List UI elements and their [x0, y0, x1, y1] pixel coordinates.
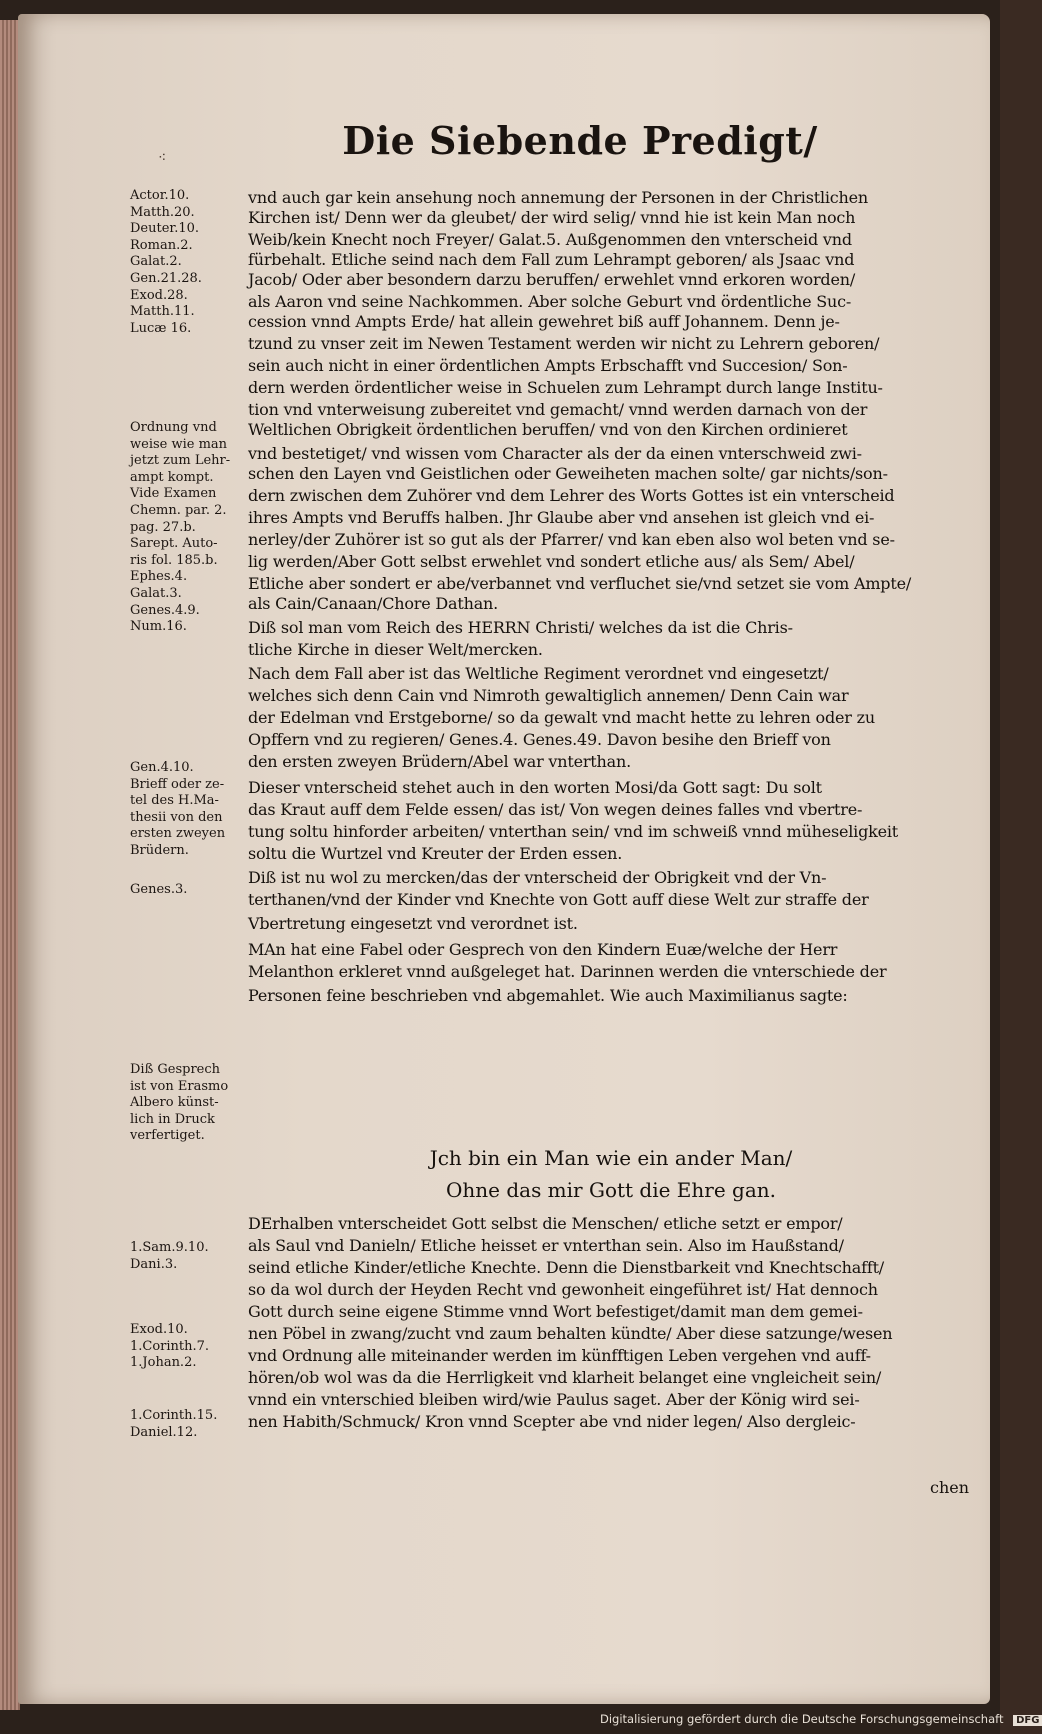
- margin-note-line: Matth.11.: [130, 304, 195, 320]
- margin-note-line: jetzt zum Lehr-: [130, 453, 231, 469]
- margin-note-line: ist von Erasmo: [130, 1078, 229, 1094]
- margin-note-line: lich in Druck: [130, 1111, 215, 1127]
- body-line: den ersten zweyen Brüdern/Abel war vnterthan.: [248, 752, 631, 771]
- body-line: tzund zu vnser zeit im Newen Testament werden wir nicht zu Lehrern geboren/: [248, 334, 880, 353]
- body-line: hören/ob wol was da die Herrligkeit vnd klarheit belanget eine vngleicheit sein/: [248, 1368, 882, 1387]
- margin-note-line: pag. 27.b.: [130, 519, 196, 535]
- dfg-logo: DFG: [1013, 1715, 1042, 1726]
- body-line: sein auch nicht in einer ördentlichen Ampts Erbschafft vnd Succesion/ Son-: [248, 356, 848, 375]
- body-line: vnnd ein vnterschied bleiben wird/wie Paulus saget. Aber der König wird sei-: [248, 1390, 860, 1409]
- margin-note: [130, 1322, 242, 1372]
- margin-note-line: ris fol. 185.b.: [130, 552, 218, 568]
- margin-note-line: Num.16.: [130, 619, 187, 635]
- margin-note-line: Galat.2.: [130, 254, 182, 270]
- margin-note: [130, 760, 242, 860]
- margin-note-line: Actor.10.: [130, 188, 190, 203]
- body-line: cession vnnd Ampts Erde/ hat allein gewehret biß auff Johannem. Denn je-: [248, 312, 840, 331]
- body-line: Melanthon erkleret vnnd außgeleget hat. Darinnen werden die vnterschiede der: [248, 962, 887, 981]
- body-line: schen den Layen vnd Geistlichen oder Geweiheten machen solte/ gar nichts/son-: [248, 464, 888, 483]
- ornament-mark: ⁖: [158, 150, 167, 166]
- body-line: seind etliche Kinder/etliche Knechte. Denn die Dienstbarkeit vnd Knechtschafft/: [248, 1258, 884, 1277]
- body-line: dern werden ördentlicher weise in Schuelen zum Lehrampt durch lange Institu-: [248, 378, 883, 397]
- margin-note-line: Matth.20.: [130, 204, 195, 220]
- margin-note-line: 1.Corinth.7.: [130, 1338, 210, 1354]
- body-line: Nach dem Fall aber ist das Weltliche Regiment verordnet vnd eingesetzt/: [248, 664, 829, 683]
- body-line: als Aaron vnd seine Nachkommen. Aber solche Geburt vnd ördentliche Suc-: [248, 292, 852, 311]
- margin-note-line: Roman.2.: [130, 237, 193, 253]
- body-line: Diß sol man vom Reich des HERRN Christi/ welches da ist die Chris-: [248, 618, 793, 637]
- running-head: Die Siebende Predigt/: [342, 118, 818, 163]
- body-line: tion vnd vnterweisung zubereitet vnd gemacht/ vnnd werden darnach von der: [248, 400, 868, 419]
- margin-note-line: ampt kompt.: [130, 469, 214, 485]
- margin-note-line: Lucæ 16.: [130, 320, 192, 336]
- margin-note-line: Chemn. par. 2.: [130, 502, 227, 518]
- margin-note-line: Genes.4.9.: [130, 602, 200, 618]
- body-line: als Saul vnd Danieln/ Etliche heisset er vnterthan sein. Also im Haußstand/: [248, 1236, 844, 1255]
- body-line: vnd bestetiget/ vnd wissen vom Character als der da einen vnterschweid zwi-: [248, 444, 862, 463]
- body-line: dern zwischen dem Zuhörer vnd dem Lehrer des Worts Gottes ist ein vnterscheid: [248, 486, 895, 505]
- body-line: Vbertretung eingesetzt vnd verordnet ist.: [248, 914, 578, 933]
- margin-note-line: Daniel.12.: [130, 1424, 198, 1440]
- margin-note-line: 1.Sam.9.10.: [130, 1240, 209, 1255]
- body-line: so da wol durch der Heyden Recht vnd gewonheit eingeführet ist/ Hat dennoch: [248, 1280, 878, 1299]
- body-line: lig werden/Aber Gott selbst erwehlet vnd sondert etliche aus/ als Sem/ Abel/: [248, 552, 855, 571]
- margin-note-line: weise wie man: [130, 436, 228, 452]
- credit-text: Digitalisierung gefördert durch die Deutsche Forschungsgemeinschaft: [600, 1712, 1004, 1726]
- body-line: Kirchen ist/ Denn wer da gleubet/ der wird selig/ vnnd hie ist kein Man noch: [248, 208, 856, 227]
- margin-note-line: Dani.3.: [130, 1256, 178, 1272]
- body-line: Diß ist nu wol zu mercken/das der vnterscheid der Obrigkeit vnd der Vn-: [248, 868, 827, 887]
- margin-note-line: Ordnung vnd: [130, 420, 217, 435]
- body-line: das Kraut auff dem Felde essen/ das ist/ Von wegen deines falles vnd vbertre-: [248, 800, 863, 819]
- margin-note-line: Brüdern.: [130, 842, 189, 858]
- body-line: ihres Ampts vnd Beruffs halben. Jhr Glaube aber vnd ansehen ist gleich vnd ei-: [248, 508, 875, 527]
- body-line: Personen feine beschrieben vnd abgemahlet. Wie auch Maximilianus sagte:: [248, 986, 848, 1005]
- margin-note-line: thesii von den: [130, 809, 223, 825]
- margin-note: [130, 188, 242, 337]
- body-line: Jacob/ Oder aber besondern darzu beruffen/ erwehlet vnnd erkoren worden/: [248, 270, 856, 289]
- body-line: welches sich denn Cain vnd Nimroth gewaltiglich annemen/ Denn Cain war: [248, 686, 849, 705]
- margin-note-line: ersten zweyen: [130, 826, 226, 842]
- margin-note: [130, 882, 242, 899]
- body-line: tliche Kirche in dieser Welt/mercken.: [248, 640, 543, 659]
- margin-note-line: Albero künst-: [130, 1095, 219, 1111]
- margin-note-line: tel des H.Ma-: [130, 793, 219, 809]
- margin-note-line: Gen.21.28.: [130, 270, 202, 286]
- margin-note-line: Brieff oder ze-: [130, 776, 225, 792]
- body-line: MAn hat eine Fabel oder Gesprech von den Kindern Euæ/welche der Herr: [248, 940, 838, 959]
- body-line: Gott durch seine eigene Stimme vnnd Wort befestiget/damit man dem gemei-: [248, 1302, 863, 1321]
- body-line: terthanen/vnd der Kinder vnd Knechte von Gott auff diese Welt zur straffe der: [248, 890, 869, 909]
- body-line: nen Pöbel in zwang/zucht vnd zaum behalten kündte/ Aber diese satzunge/wesen: [248, 1324, 893, 1343]
- margin-note: [130, 1408, 242, 1441]
- digitization-credit: [600, 1712, 1040, 1730]
- body-line: nerley/der Zuhörer ist so gut als der Pfarrer/ vnd kan eben also wol beten vnd se-: [248, 530, 895, 549]
- margin-note-line: verfertiget.: [130, 1128, 205, 1144]
- body-line: vnd Ordnung alle miteinander werden im künfftigen Leben vergehen vnd auff-: [248, 1346, 871, 1365]
- margin-note: [130, 1062, 242, 1145]
- margin-note-line: Exod.28.: [130, 287, 188, 303]
- margin-note-line: Deuter.10.: [130, 221, 199, 237]
- margin-note-line: 1.Johan.2.: [130, 1355, 197, 1371]
- body-line: Dieser vnterscheid stehet auch in den worten Mosi/da Gott sagt: Du solt: [248, 778, 822, 797]
- body-line: fürbehalt. Etliche seind nach dem Fall zum Lehrampt geboren/ als Jsaac vnd: [248, 250, 855, 269]
- body-line: als Cain/Canaan/Chore Dathan.: [248, 594, 499, 613]
- body-line: der Edelman vnd Erstgeborne/ so da gewalt vnd macht hette zu lehren oder zu: [248, 708, 875, 727]
- body-line: DErhalben vnterscheidet Gott selbst die Menschen/ etliche setzt er empor/: [248, 1214, 843, 1233]
- margin-note: [130, 1240, 242, 1273]
- verse-line-2: Ohne das mir Gott die Ehre gan.: [445, 1178, 777, 1202]
- margin-note-line: Diß Gesprech: [130, 1062, 221, 1077]
- body-line: soltu die Wurtzel vnd Kreuter der Erden essen.: [248, 844, 623, 863]
- margin-note-line: Ephes.4.: [130, 569, 188, 585]
- margin-note-line: 1.Corinth.15.: [130, 1408, 218, 1423]
- catchword: chen: [930, 1478, 970, 1497]
- body-line: nen Habith/Schmuck/ Kron vnnd Scepter abe vnd nider legen/ Also dergleic-: [248, 1412, 856, 1431]
- margin-note: [130, 420, 242, 636]
- margin-note-line: Gen.4.10.: [130, 760, 194, 775]
- margin-note-line: Exod.10.: [130, 1322, 188, 1337]
- verse-line-1: Jch bin ein Man wie ein ander Man/: [429, 1146, 793, 1170]
- body-line: Weib/kein Knecht noch Freyer/ Galat.5. Außgenommen den vnterscheid vnd: [248, 230, 852, 249]
- body-line: Etliche aber sondert er abe/verbannet vnd verfluchet sie/vnd setzet sie vom Ampte/: [248, 574, 912, 593]
- body-line: vnd auch gar kein ansehung noch annemung der Personen in der Christlichen: [248, 188, 869, 207]
- body-line: Weltlichen Obrigkeit ördentlichen beruffen/ vnd von den Kirchen ordinieret: [248, 420, 848, 439]
- margin-note-line: Genes.3.: [130, 882, 188, 897]
- margin-note-line: Vide Examen: [130, 486, 217, 502]
- body-line: Opffern vnd zu regieren/ Genes.4. Genes.49. Davon besihe den Brieff von: [248, 730, 831, 749]
- margin-note-line: Galat.3.: [130, 585, 182, 601]
- margin-note-line: Sarept. Auto-: [130, 536, 218, 552]
- book-page-edge: [0, 20, 20, 1710]
- body-line: tung soltu hinforder arbeiten/ vnterthan sein/ vnd im schweiß vnnd müheseligkeit: [248, 822, 899, 841]
